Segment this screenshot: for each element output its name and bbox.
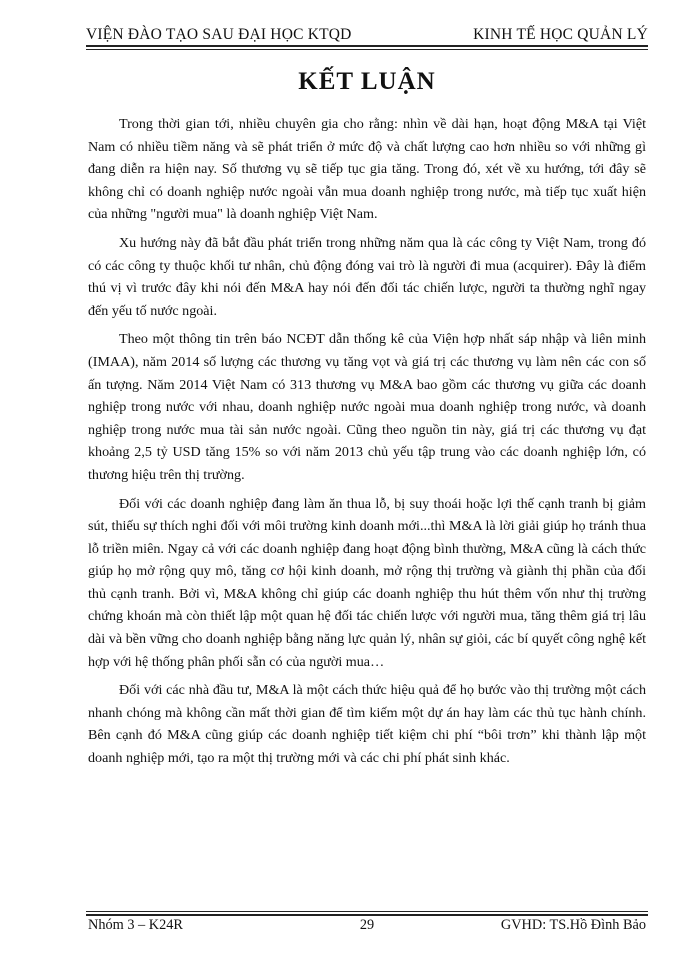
header-rule-thin [86, 49, 648, 50]
paragraph: Đối với các doanh nghiệp đang làm ăn thua lỗ, bị suy thoái hoặc lợi thế cạnh tranh bị giảm sút, thiếu sự thích nghi đối với môi trường kinh doanh mới...thì M&A là lời giải giúp họ tránh thua lỗ triền miên. Ngay cả với các doanh nghiệp đang hoạt động bình thường, M&A cũng là cách thức giúp họ mở rộng quy mô, tăng cơ hội kinh doanh, mở rộng thị trường và giành thị phần của đối thủ cạnh tranh. Bởi vì, M&A không chỉ giúp các doanh nghiệp thu hút thêm vốn như thị trường chứng khoán mà còn thiết lập một quan hệ đối tác chiến lược với người mua, tăng thêm giá trị lâu dài và bền vững cho doanh nghiệp bằng năng lực quản lý, nhân sự giỏi, các bí quyết công nghệ kết hợp với hệ thống phân phối sẵn có của người mua… [88, 495, 646, 670]
header-rule-thick [86, 45, 648, 47]
page-number: 29 [359, 917, 375, 933]
header-institute: VIỆN ĐÀO TẠO SAU ĐẠI HỌC KTQD [86, 26, 352, 43]
body-text [88, 113, 646, 776]
footer-rule-thin [86, 911, 648, 912]
paragraph: Xu hướng này đã bắt đầu phát triển trong những năm qua là các công ty Việt Nam, trong đó có các công ty thuộc khối tư nhân, chủ động đóng vai trò là người đi mua (acquirer). Đây là điểm thú vị vì trước đây khi nói đến M&A hay nói đến đối tác chiến lược, người ta thường nghĩ ngay đến yếu tố nước ngoài. [88, 234, 646, 319]
page-footer [86, 917, 648, 937]
footer-group: Nhóm 3 – K24R [88, 917, 183, 933]
paragraph: Đối với các nhà đầu tư, M&A là một cách thức hiệu quả để họ bước vào thị trường một cách nhanh chóng mà không cần mất thời gian để tìm kiếm một dự án hay làm các thủ tục hành chính. Bên cạnh đó M&A cũng giúp các doanh nghiệp tiết kiệm chi phí “bôi trơn” khi thành lập một doanh nghiệp mới, tạo ra một thị trường mới và các chi phí phát sinh khác. [88, 682, 646, 767]
page-title: KẾT LUẬN [298, 68, 436, 95]
footer-rule-thick [86, 914, 648, 916]
footer-supervisor: GVHD: TS.Hồ Đình Bảo [500, 917, 646, 933]
paragraph: Theo một thông tin trên báo NCĐT dẫn thống kê của Viện hợp nhất sáp nhập và liên minh (IMAA), năm 2014 số lượng các thương vụ tăng vọt và giá trị các thương vụ làm nên các con số ấn tượng. Năm 2014 Việt Nam có 313 thương vụ M&A bao gồm các thương vụ giữa các doanh nghiệp trong nước với nhau, doanh nghiệp nước ngoài mua doanh nghiệp trong nước, và doanh nghiệp trong nước mua tài sản nước ngoài. Cũng theo nguồn tin này, giá trị các thương vụ đạt khoảng 2,5 tỷ USD tăng 15% so với năm 2013 chủ yếu tập trung vào các doanh nghiệp lớn, có thương hiệu trên thị trường. [88, 331, 646, 483]
page-header [86, 22, 648, 44]
header-subject: KINH TẾ HỌC QUẢN LÝ [473, 26, 648, 43]
paragraph: Trong thời gian tới, nhiều chuyên gia cho rằng: nhìn về dài hạn, hoạt động M&A tại Việt Nam có nhiều tiềm năng và sẽ phát triển ở mức độ và chất lượng cao hơn nhiều so với những gì đang diễn ra hiện nay. Số thương vụ sẽ tiếp tục gia tăng. Trong đó, xét về xu hướng, tới đây sẽ không chỉ có doanh nghiệp nước ngoài vẫn mua doanh nghiệp trong nước, mà tiếp tục xuất hiện của những "người mua" là doanh nghiệp Việt Nam. [88, 116, 646, 223]
